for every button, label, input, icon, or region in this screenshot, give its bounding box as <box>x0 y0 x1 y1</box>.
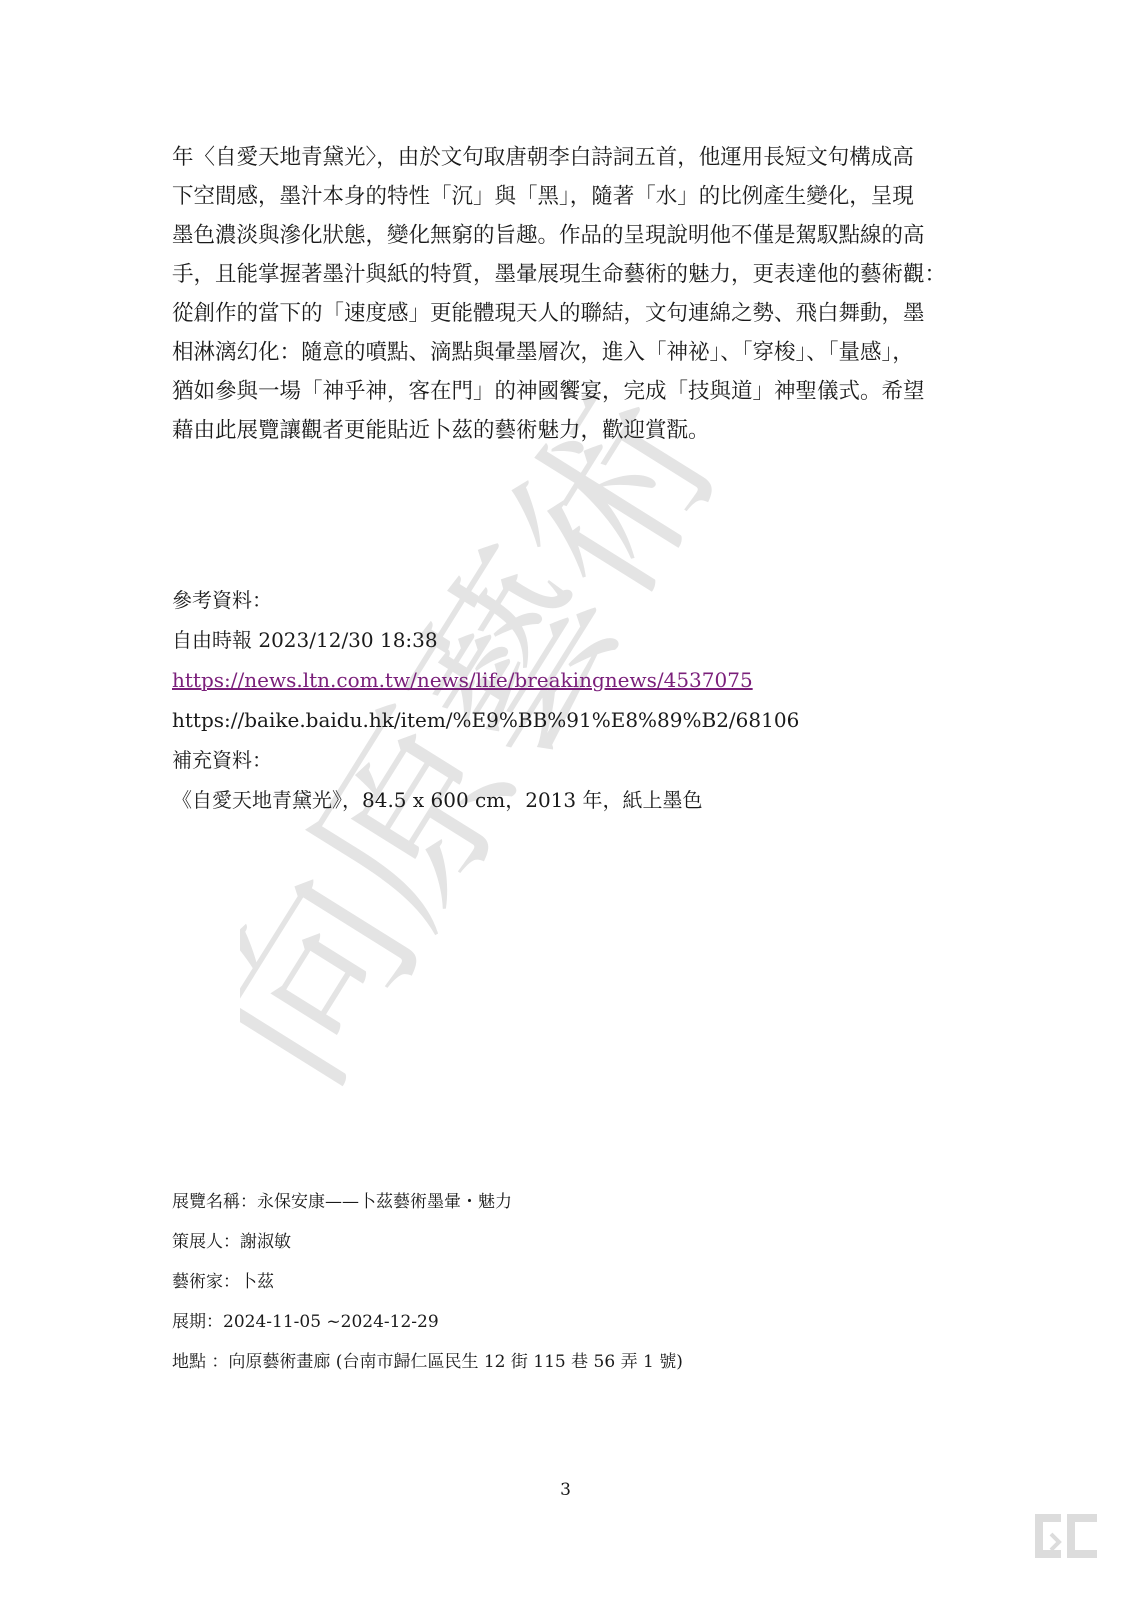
artwork-info: 《自愛天地青黛光》，84.5 x 600 cm，2013 年，紙上墨色 <box>172 788 703 812</box>
body-line: 手，且能掌握著墨汁與紙的特質，墨暈展現生命藝術的魅力，更表達他的藝術觀： <box>172 262 947 287</box>
reference-link-baidu: https://baike.baidu.hk/item/%E9%BB%91%E8%89%B2/68106 <box>172 708 800 732</box>
body-paragraph <box>172 138 962 450</box>
reference-source: 自由時報 2023/12/30 18:38 <box>172 628 438 652</box>
exhibition-artist: 藝術家：卜茲 <box>172 1272 274 1292</box>
exhibition-location: 地點 ：向原藝術畫廊 (台南市歸仁區民生 12 街 115 巷 56 弄 1 號) <box>172 1352 683 1372</box>
references-heading: 參考資料： <box>172 588 272 612</box>
exhibition-period: 展期：2024-11-05 ~2024-12-29 <box>172 1312 439 1332</box>
reference-link-row <box>172 660 962 700</box>
body-line: 藉由此展覽讓觀者更能貼近卜茲的藝術魅力，歡迎賞翫。 <box>172 418 710 443</box>
supplement-heading: 補充資料： <box>172 748 272 772</box>
body-line: 墨色濃淡與滲化狀態，變化無窮的旨趣。作品的呈現說明他不僅是駕馭點線的高 <box>172 223 925 248</box>
body-line: 年〈自愛天地青黛光〉，由於文句取唐朝李白詩詞五首，他運用長短文句構成高 <box>172 145 914 170</box>
corner-logo-icon <box>1031 1508 1101 1564</box>
watermark-text: 向原藝術 <box>240 395 761 1119</box>
body-line: 從創作的當下的「速度感」更能體現天人的聯結，文句連綿之勢、飛白舞動，墨 <box>172 301 925 326</box>
exhibition-curator: 策展人：謝淑敏 <box>172 1232 291 1252</box>
reference-link-ltn[interactable]: https://news.ltn.com.tw/news/life/breakingnews/4537075 <box>172 668 753 692</box>
body-line: 相淋漓幻化：隨意的噴點、滴點與暈墨層次，進入「神祕」、「穿梭」、「量感」， <box>172 340 914 365</box>
exhibition-name: 展覽名稱：永保安康——卜茲藝術墨暈・魅力 <box>172 1192 512 1212</box>
body-line: 猶如參與一場「神乎神，客在門」的神國饗宴，完成「技與道」神聖儀式。希望 <box>172 379 925 404</box>
page-number: 3 <box>560 1480 571 1500</box>
exhibition-info <box>172 1182 962 1382</box>
body-line: 下空間感，墨汁本身的特性「沉」與「黑」，隨著「水」的比例產生變化，呈現 <box>172 184 914 209</box>
references-section <box>172 580 962 820</box>
